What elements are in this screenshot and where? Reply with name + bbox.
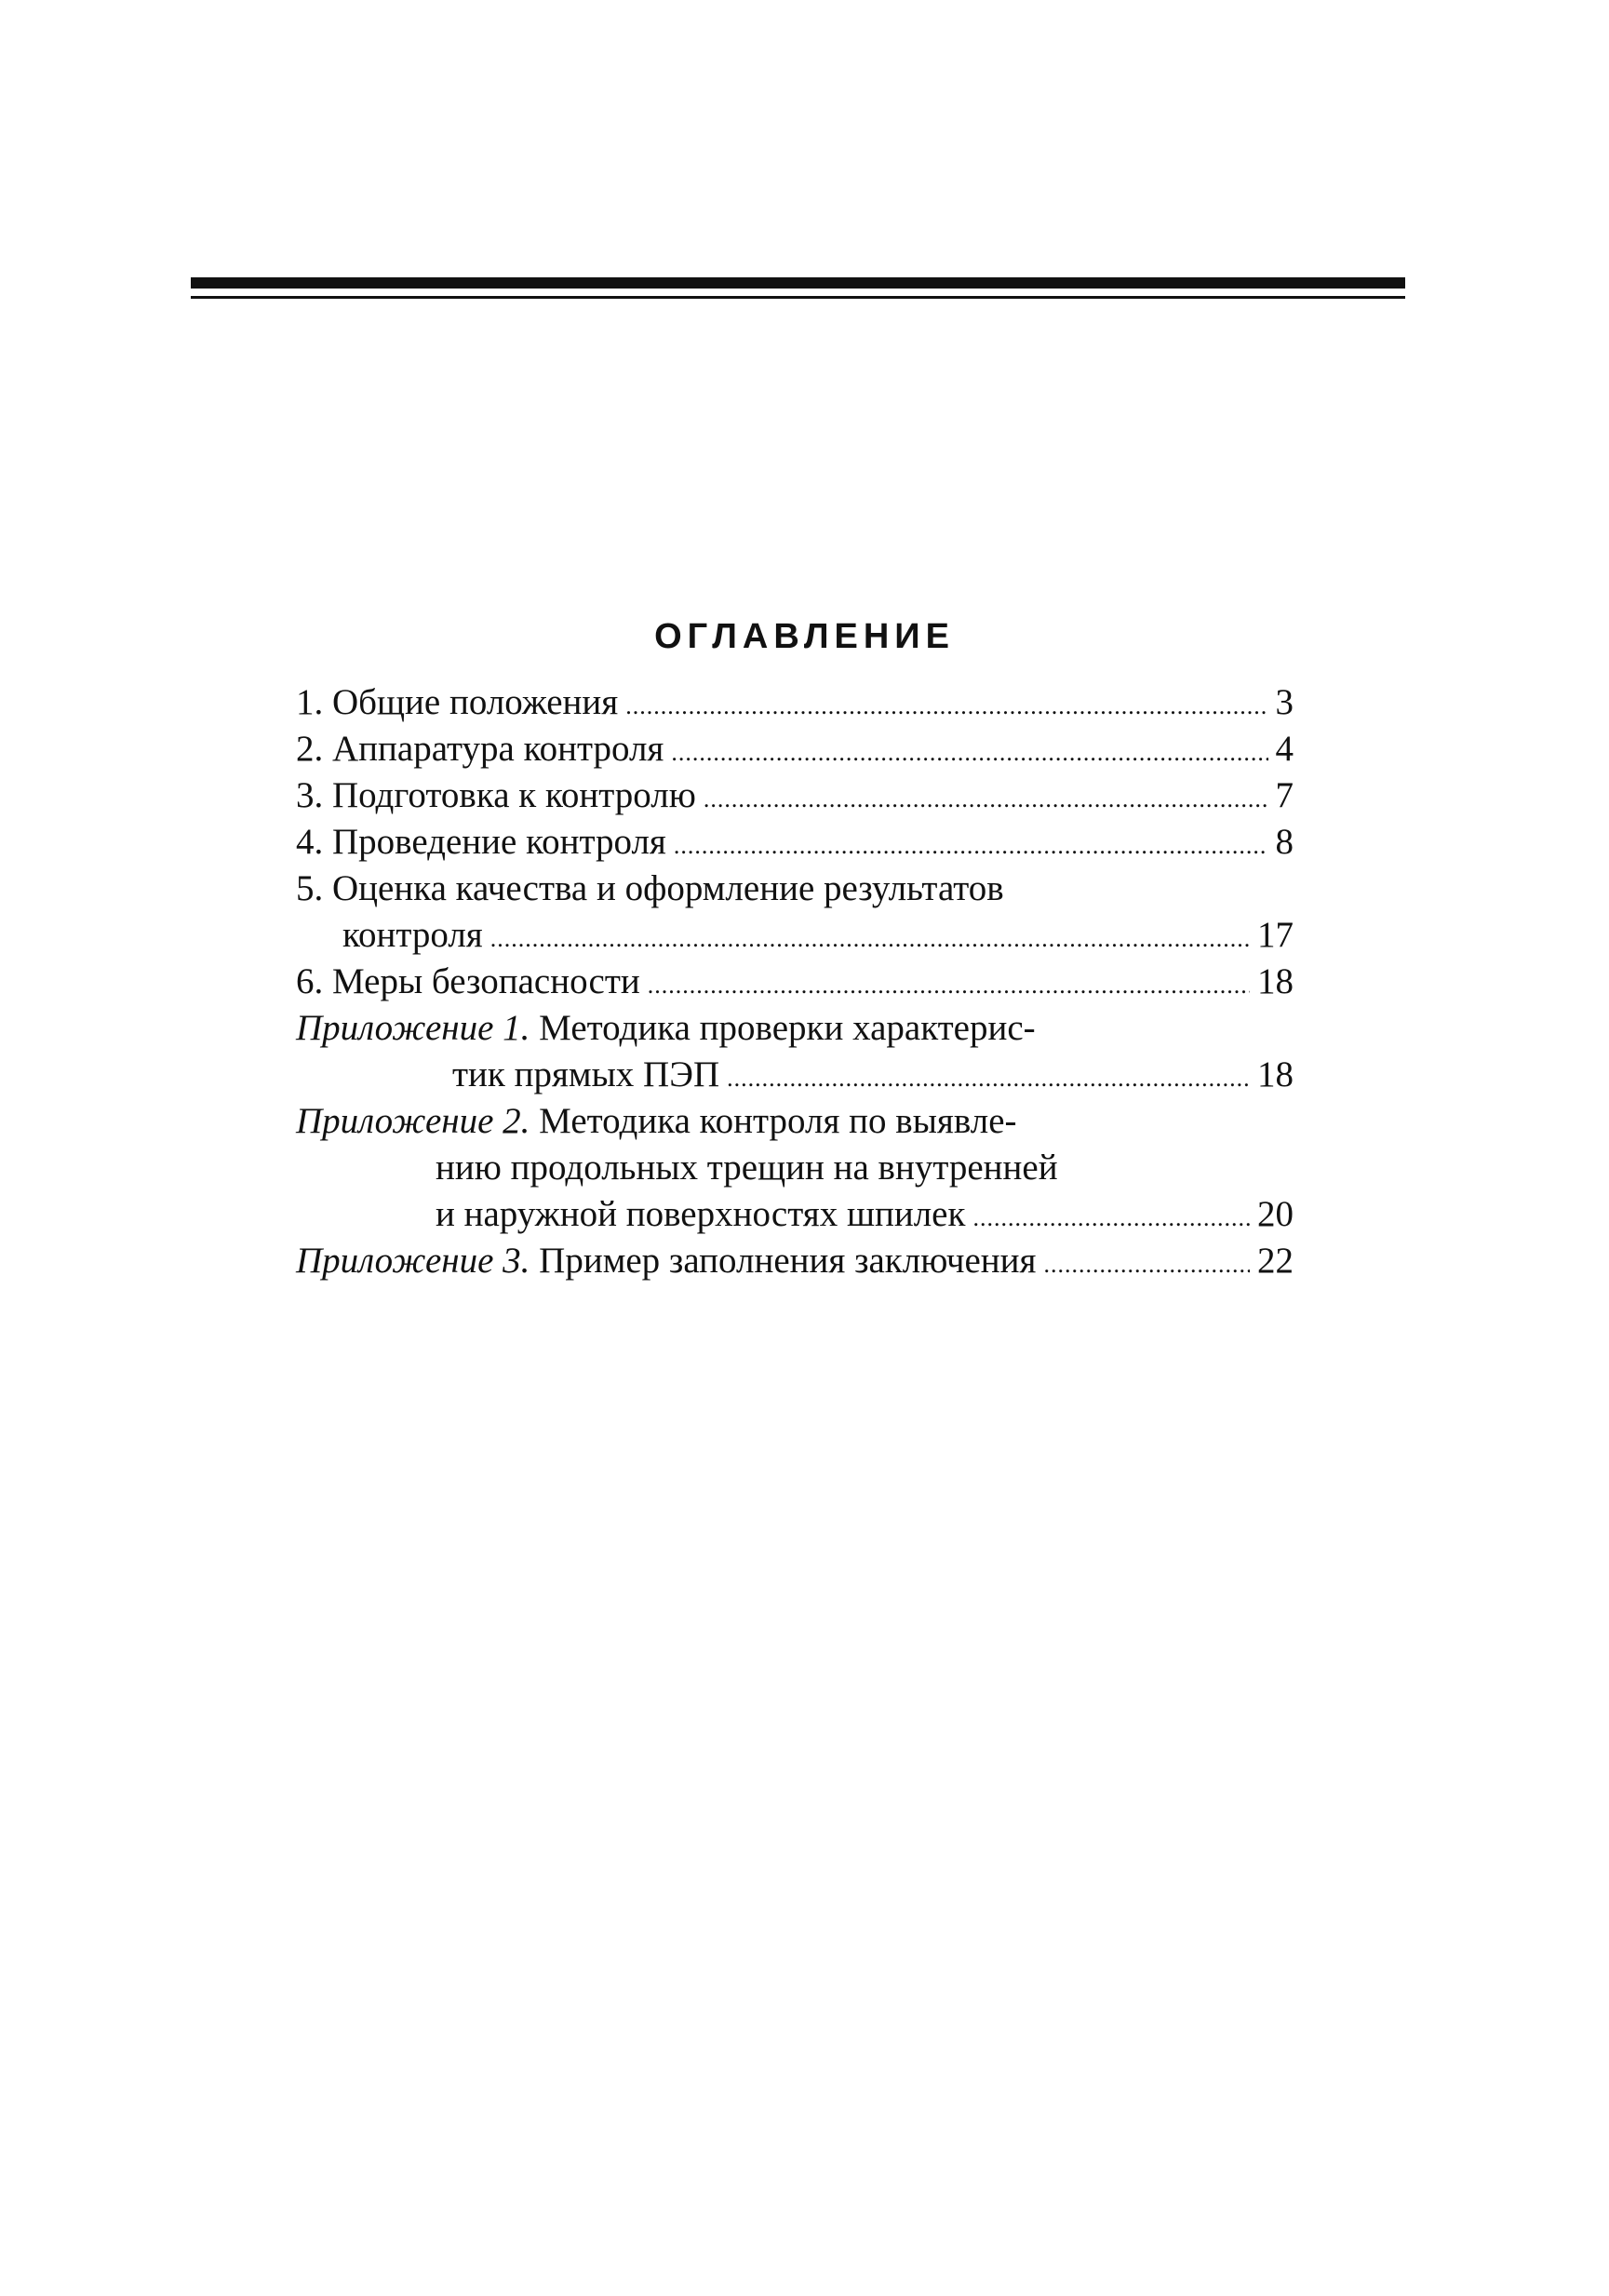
toc-page-number: 17 [1257, 915, 1294, 955]
toc-entry-label: Методика контроля по выявле- [539, 1101, 1017, 1141]
toc-page-number: 20 [1257, 1194, 1294, 1234]
toc-entry-label: 4. Проведение контроля [296, 822, 666, 862]
toc-appendix-3[interactable] [296, 1238, 1294, 1284]
header-rule-thick [191, 277, 1405, 289]
toc-entry-label: 6. Меры безопасности [296, 961, 640, 1001]
toc-appendix-2-line-1[interactable] [296, 1098, 1294, 1145]
dot-leader [625, 679, 1267, 730]
toc-entry-label-continued: и наружной поверхностях шпилек [436, 1194, 966, 1234]
toc-page-number: 7 [1275, 775, 1294, 815]
dot-leader [671, 726, 1267, 776]
toc-appendix-1-line-1[interactable] [296, 1005, 1294, 1052]
toc-page-number: 8 [1275, 822, 1294, 862]
toc-page-number: 18 [1257, 961, 1294, 1001]
toc-entry-label-text: Пример заполнения заключения [539, 1241, 1037, 1281]
toc-entry-5-line-2[interactable] [342, 912, 1294, 959]
toc-entry-label: 3. Подготовка к контролю [296, 775, 696, 815]
dot-leader [490, 912, 1250, 962]
toc-page-number: 4 [1275, 729, 1294, 769]
dot-leader [674, 819, 1268, 869]
toc-title: ОГЛАВЛЕНИЕ [654, 617, 955, 656]
toc-entry-label: 2. Аппаратура контроля [296, 729, 664, 769]
toc-entry-4[interactable] [296, 819, 1294, 866]
toc-entry-label: 5. Оценка качества и оформление результатов [296, 868, 1004, 908]
toc-entry-1[interactable] [296, 679, 1294, 726]
appendix-label: Приложение 2. [296, 1101, 530, 1141]
toc-entry-label-continued: нию продольных трещин на внутренней [436, 1148, 1058, 1188]
dot-leader [1043, 1238, 1250, 1288]
toc-appendix-2-line-3[interactable] [436, 1191, 1294, 1238]
dot-leader [972, 1191, 1250, 1242]
toc-page-number: 18 [1257, 1054, 1294, 1094]
toc-entry-label [296, 1238, 1036, 1284]
header-rule-thin [191, 296, 1405, 299]
toc-entry-2[interactable] [296, 726, 1294, 772]
toc-entry-3[interactable] [296, 772, 1294, 819]
toc-appendix-1-line-2[interactable] [452, 1052, 1294, 1098]
toc-entry-6[interactable] [296, 959, 1294, 1005]
toc-entry-label: 1. Общие положения [296, 682, 619, 722]
appendix-label: Приложение 1. [296, 1008, 530, 1048]
toc-entry-label: Методика проверки характерис- [539, 1008, 1036, 1048]
dot-leader [704, 772, 1268, 823]
table-of-contents [296, 679, 1294, 1322]
dot-leader [727, 1052, 1250, 1102]
toc-page-number: 22 [1257, 1241, 1294, 1281]
toc-entry-label-continued: контроля [342, 915, 483, 955]
appendix-label: Приложение 3. [296, 1241, 530, 1281]
toc-page-number: 3 [1275, 682, 1294, 722]
toc-appendix-2-line-2[interactable] [436, 1145, 1294, 1191]
toc-entry-5-line-1[interactable] [296, 866, 1294, 912]
toc-entry-label-continued: тик прямых ПЭП [452, 1054, 720, 1094]
dot-leader [648, 959, 1250, 1009]
